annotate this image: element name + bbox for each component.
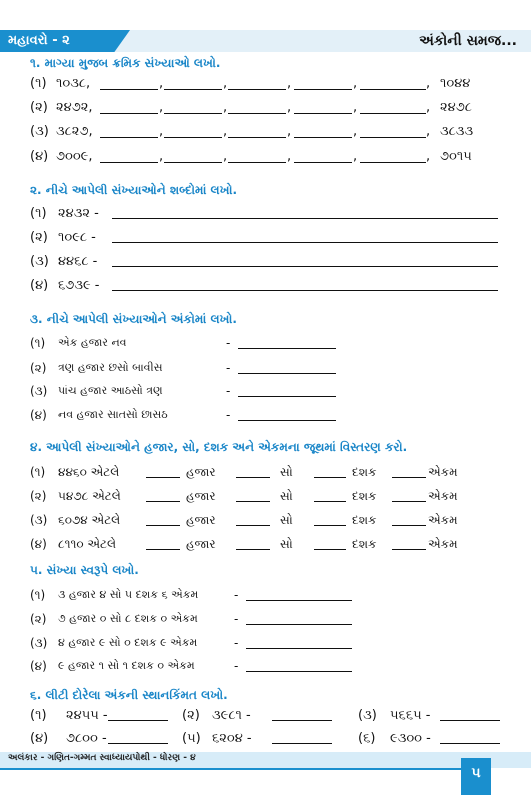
answer-blank[interactable] bbox=[440, 743, 500, 744]
answer-blank[interactable] bbox=[246, 600, 352, 601]
answer-blank[interactable] bbox=[294, 113, 352, 114]
answer-blank[interactable] bbox=[100, 89, 158, 90]
unit-blank[interactable] bbox=[392, 549, 426, 550]
number-words: નવ હજાર સાતસો છાસઠ bbox=[58, 408, 168, 421]
answer-blank[interactable] bbox=[294, 137, 352, 138]
row-number: (૧) bbox=[30, 336, 46, 350]
comma: , bbox=[426, 149, 431, 164]
thousand-blank[interactable] bbox=[146, 549, 180, 550]
hundred-label: સો bbox=[280, 489, 293, 503]
hundred-label: સો bbox=[280, 513, 293, 527]
footer-text: અલંકાર - ગણિત-ગમ્મત સ્વાધ્યાયપોથી - ધોરણ - ૪ bbox=[8, 753, 196, 763]
comma: , bbox=[287, 76, 292, 91]
comma: , bbox=[353, 124, 358, 139]
row-number: (૪) bbox=[30, 408, 47, 422]
expanded-form: ૯ હજાર ૧ સો ૧ દશક ૦ એકમ bbox=[58, 659, 195, 672]
answer-line[interactable] bbox=[112, 218, 498, 219]
row-number: (૪) bbox=[30, 537, 47, 551]
thousand-label: હજાર bbox=[186, 513, 216, 527]
thousand-blank[interactable] bbox=[146, 525, 180, 526]
row-number: (૨) bbox=[30, 489, 47, 503]
row-number: (૨) bbox=[30, 361, 47, 375]
number-words: ત્રણ હજાર છસો બાવીસ bbox=[58, 361, 163, 374]
q2-title: ૨. નીચે આપેલી સંખ્યાઓને શબ્દોમાં લખો. bbox=[30, 183, 238, 197]
comma: , bbox=[426, 124, 431, 139]
given-number: ૬૨૦૪ - bbox=[212, 731, 252, 746]
unit-blank[interactable] bbox=[392, 501, 426, 502]
unit-label: એકમ bbox=[428, 513, 458, 527]
ten-blank[interactable] bbox=[314, 525, 346, 526]
answer-blank[interactable] bbox=[164, 89, 222, 90]
row-number: (૨) bbox=[30, 612, 47, 626]
answer-blank[interactable] bbox=[164, 162, 222, 163]
given-number: ૭૮૦૦ - bbox=[66, 731, 107, 746]
comma: , bbox=[426, 76, 431, 91]
hundred-blank[interactable] bbox=[236, 549, 270, 550]
ten-blank[interactable] bbox=[314, 501, 346, 502]
hundred-label: સો bbox=[280, 537, 293, 551]
row-number: (૩) bbox=[30, 636, 48, 650]
comma: , bbox=[353, 100, 358, 115]
unit-label: એકમ bbox=[428, 489, 458, 503]
unit-label: એકમ bbox=[428, 537, 458, 551]
dash: - bbox=[226, 408, 231, 422]
dash: - bbox=[226, 384, 231, 398]
answer-blank[interactable] bbox=[272, 720, 332, 721]
answer-blank[interactable] bbox=[238, 420, 336, 421]
row-number: (૪) bbox=[30, 278, 49, 293]
comma: , bbox=[223, 124, 228, 139]
item-number: (૩) bbox=[358, 708, 377, 723]
answer-blank[interactable] bbox=[272, 743, 332, 744]
ten-label: દશક bbox=[352, 489, 377, 503]
given-number: ૫૬૬૫ - bbox=[390, 708, 431, 723]
answer-blank[interactable] bbox=[108, 743, 168, 744]
footer-line bbox=[0, 768, 461, 770]
comma: , bbox=[223, 76, 228, 91]
row-number: (૨) bbox=[30, 230, 48, 245]
dash: - bbox=[234, 588, 239, 602]
item-number: (૨) bbox=[182, 708, 200, 723]
dash: - bbox=[226, 336, 231, 350]
answer-line[interactable] bbox=[112, 242, 498, 243]
exercise-label: મહાવરો - ૨ bbox=[8, 33, 70, 48]
answer-blank[interactable] bbox=[228, 89, 286, 90]
dash: - bbox=[226, 361, 231, 375]
row-number: (૧) bbox=[30, 76, 47, 91]
thousand-label: હજાર bbox=[186, 465, 216, 479]
answer-blank[interactable] bbox=[238, 396, 336, 397]
ten-label: દશક bbox=[352, 513, 377, 527]
answer-blank[interactable] bbox=[246, 648, 352, 649]
comma: , bbox=[287, 124, 292, 139]
start-number: ૧૦૩૮, bbox=[56, 76, 91, 91]
answer-blank[interactable] bbox=[228, 162, 286, 163]
given-number: ૫૪૭૮ એટલે bbox=[58, 489, 121, 503]
comma: , bbox=[159, 124, 164, 139]
given-number: ૩૯૮૧ - bbox=[212, 708, 251, 723]
row-number: (૩) bbox=[30, 513, 48, 527]
thousand-label: હજાર bbox=[186, 537, 216, 551]
answer-blank[interactable] bbox=[228, 137, 286, 138]
hundred-blank[interactable] bbox=[236, 477, 270, 478]
answer-blank[interactable] bbox=[246, 624, 352, 625]
number-words: એક હજાર નવ bbox=[58, 336, 127, 349]
item-number: (૬) bbox=[358, 731, 376, 746]
end-number: ૭૦૧૫ bbox=[440, 149, 472, 164]
row-number: (૪) bbox=[30, 659, 47, 673]
page-number: ૫ bbox=[461, 758, 491, 795]
given-number: ૪૪૬૦ એટલે bbox=[58, 465, 120, 479]
end-number: ૨૪૭૮ bbox=[440, 100, 472, 115]
expanded-form: ૭ હજાર ૦ સો ૮ દશક ૦ એકમ bbox=[58, 612, 198, 625]
comma: , bbox=[159, 149, 164, 164]
thousand-blank[interactable] bbox=[146, 501, 180, 502]
ten-label: દશક bbox=[352, 465, 377, 479]
end-number: ૧૦૪૪ bbox=[440, 76, 471, 91]
dash: - bbox=[234, 659, 239, 673]
number-words: પાંચ હજાર આઠસો ત્રણ bbox=[58, 384, 163, 397]
chapter-title: અંકોની સમજ... bbox=[419, 33, 517, 49]
start-number: ૨૪૭૨, bbox=[56, 100, 93, 115]
hundred-blank[interactable] bbox=[236, 525, 270, 526]
q3-title: ૩. નીચે આપેલી સંખ્યાઓને અંકોમાં લખો. bbox=[30, 312, 237, 326]
given-number: ૮૧૧૦ એટલે bbox=[58, 537, 117, 551]
answer-blank[interactable] bbox=[440, 720, 500, 721]
comma: , bbox=[287, 100, 292, 115]
given-number: ૯૩૦૦ - bbox=[390, 731, 431, 746]
answer-blank[interactable] bbox=[100, 137, 158, 138]
comma: , bbox=[287, 149, 292, 164]
row-number: (૩) bbox=[30, 124, 49, 139]
answer-blank[interactable] bbox=[246, 671, 352, 672]
answer-blank[interactable] bbox=[360, 137, 426, 138]
given-number: ૨૪૩૨ - bbox=[58, 206, 99, 221]
given-number: ૬૭૩૯ - bbox=[58, 278, 100, 293]
item-number: (૫) bbox=[182, 731, 201, 746]
q5-title: ૫. સંખ્યા સ્વરૂપે લખો. bbox=[30, 563, 139, 577]
expanded-form: ૪ હજાર ૯ સો ૦ દશક ૯ એકમ bbox=[58, 636, 198, 649]
answer-line[interactable] bbox=[112, 290, 498, 291]
answer-blank[interactable] bbox=[294, 162, 352, 163]
hundred-blank[interactable] bbox=[236, 501, 270, 502]
answer-blank[interactable] bbox=[108, 720, 168, 721]
comma: , bbox=[353, 76, 358, 91]
ten-blank[interactable] bbox=[314, 549, 346, 550]
q1-title: ૧. માગ્યા મુજબ ક્રમિક સંખ્યાઓ લખો. bbox=[30, 56, 221, 70]
thousand-label: હજાર bbox=[186, 489, 216, 503]
answer-blank[interactable] bbox=[238, 348, 336, 349]
answer-blank[interactable] bbox=[100, 113, 158, 114]
given-number: ૪૪૬૮ - bbox=[58, 254, 98, 269]
given-number: ૬૦૭૪ એટલે bbox=[58, 513, 121, 527]
answer-blank[interactable] bbox=[360, 89, 426, 90]
hundred-label: સો bbox=[280, 465, 293, 479]
answer-blank[interactable] bbox=[100, 162, 158, 163]
answer-blank[interactable] bbox=[360, 162, 426, 163]
comma: , bbox=[353, 149, 358, 164]
comma: , bbox=[223, 100, 228, 115]
row-number: (૩) bbox=[30, 254, 49, 269]
answer-blank[interactable] bbox=[360, 113, 426, 114]
ten-label: દશક bbox=[352, 537, 377, 551]
q4-title: ૪. આપેલી સંખ્યાઓને હજાર, સો, દશક અને એકમના જૂથમાં વિસ્તરણ કરો. bbox=[30, 440, 408, 454]
ten-blank[interactable] bbox=[314, 477, 346, 478]
comma: , bbox=[426, 100, 431, 115]
start-number: ૭૦૦૯, bbox=[56, 149, 93, 164]
given-number: ૧૦૯૮ - bbox=[58, 230, 96, 245]
answer-blank[interactable] bbox=[294, 89, 352, 90]
comma: , bbox=[223, 149, 228, 164]
comma: , bbox=[159, 76, 164, 91]
row-number: (૩) bbox=[30, 384, 48, 398]
row-number: (૧) bbox=[30, 465, 46, 479]
answer-blank[interactable] bbox=[228, 113, 286, 114]
answer-blank[interactable] bbox=[164, 113, 222, 114]
answer-line[interactable] bbox=[112, 266, 498, 267]
unit-blank[interactable] bbox=[392, 525, 426, 526]
comma: , bbox=[159, 100, 164, 115]
answer-blank[interactable] bbox=[238, 373, 336, 374]
answer-blank[interactable] bbox=[164, 137, 222, 138]
dash: - bbox=[234, 612, 239, 626]
thousand-blank[interactable] bbox=[146, 477, 180, 478]
unit-label: એકમ bbox=[428, 465, 458, 479]
dash: - bbox=[234, 636, 239, 650]
q6-title: ૬. લીટી દોરેલા અંકની સ્થાનકિંમત લખો. bbox=[30, 688, 228, 702]
given-number: ૨૪૫૫ - bbox=[66, 708, 108, 723]
unit-blank[interactable] bbox=[392, 477, 426, 478]
row-number: (૧) bbox=[30, 206, 47, 221]
start-number: ૩૮૨૭, bbox=[56, 124, 93, 139]
row-number: (૪) bbox=[30, 149, 49, 164]
expanded-form: ૩ હજાર ૪ સો ૫ દશક ૬ એકમ bbox=[58, 588, 199, 601]
row-number: (૨) bbox=[30, 100, 48, 115]
end-number: ૩૮૩૩ bbox=[440, 124, 474, 139]
item-number: (૪) bbox=[30, 731, 49, 746]
item-number: (૧) bbox=[30, 708, 47, 723]
row-number: (૧) bbox=[30, 588, 46, 602]
